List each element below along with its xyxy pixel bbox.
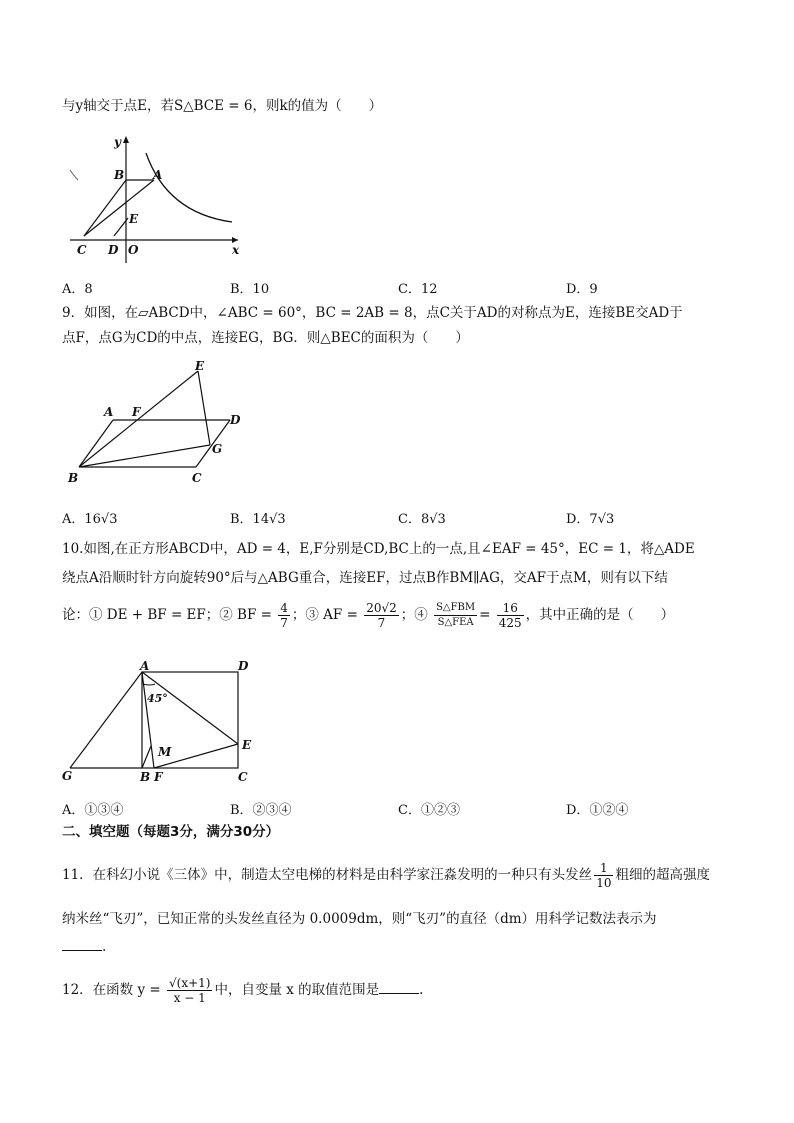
q10-label-B: B <box>140 770 151 784</box>
q9-label-F: F <box>132 405 141 419</box>
q9-label-C: C <box>192 471 202 485</box>
q10-label-angle: 45° <box>147 692 168 705</box>
q8-fig-line <box>70 170 78 180</box>
q12-period: . <box>419 982 424 998</box>
q12-frac <box>167 976 212 1005</box>
q12-line <box>62 972 423 1008</box>
q8-option-d: D．9 <box>566 282 598 297</box>
q8-label-D: D <box>108 243 119 257</box>
q10-option-b: B．②③④ <box>230 803 292 818</box>
q9-label-G: G <box>212 442 223 456</box>
q8-question-tail: 与y轴交于点E，若S△BCE = 6，则k的值为（ ） <box>62 98 383 114</box>
q8-figure <box>62 128 262 268</box>
q10-frac-ratio-num: 16 <box>497 601 524 616</box>
q8-fig-line <box>146 153 232 222</box>
q11-line-1 <box>62 858 710 892</box>
q8-option-b: B．10 <box>230 282 270 297</box>
q11-start: 11．在科幻小说《三体》中，制造太空电梯的材料是由科学家汪淼发明的一种只有头发丝 <box>62 867 593 883</box>
q8-option-a: A．8 <box>62 282 93 297</box>
q9-figure <box>62 358 262 490</box>
q10-label-M: M <box>158 745 172 759</box>
q11-frac-num: 1 <box>594 861 613 876</box>
q8-label-B: B <box>114 168 125 182</box>
q11-frac <box>594 861 613 890</box>
q9-label-B: B <box>68 471 79 485</box>
q9-label-D: D <box>230 413 241 427</box>
q9-label-E: E <box>195 359 205 373</box>
q8-label-C: C <box>77 243 87 257</box>
q10-conclusion-3: ；③ AF = <box>291 607 358 623</box>
q10-fig-line <box>142 746 151 768</box>
q11-line-2: 纳米丝“飞刃”，已知正常的头发丝直径为 0.0009dm，则“飞刃”的直径（dm）用科学记数法表示为 <box>62 911 657 927</box>
q10-fig-line <box>143 684 155 685</box>
q11-line-3 <box>62 938 106 956</box>
q12-answer-blank[interactable] <box>379 981 419 994</box>
q12-frac-den: x − 1 <box>173 991 206 1005</box>
q8-label-y: y <box>114 135 121 149</box>
q10-conclusions-end: ，其中正确的是（ ） <box>525 607 675 623</box>
q10-option-d: D．①②④ <box>566 803 629 818</box>
q10-frac-af <box>364 601 399 630</box>
q10-frac-af-den: 7 <box>377 616 386 630</box>
q10-fig-line <box>142 672 238 768</box>
q10-option-c: C．①②③ <box>398 803 460 818</box>
q8-label-x: x <box>232 243 240 257</box>
q10-fig-line <box>142 672 238 744</box>
q8-option-c: C．12 <box>398 282 438 297</box>
q10-frac-ratio <box>497 601 524 630</box>
q11-frac-den: 10 <box>596 876 612 890</box>
q10-frac-area-num: S△FBM <box>434 601 477 616</box>
q10-conclusions <box>62 598 674 632</box>
q10-line-2: 绕点A沿顺时针方向旋转90°后与△ABG重合，连接EF，过点B作BM∥AG，交AF于点M，则有以下结 <box>62 570 668 586</box>
q8-label-A: A <box>153 168 163 182</box>
q12-frac-num: √(x+1) <box>169 976 211 990</box>
q11-end: 粗细的超高强度 <box>615 867 710 883</box>
q9-option-d: D．7√3 <box>566 512 615 527</box>
q9-option-b: B．14√3 <box>230 512 286 527</box>
section-heading: 二、填空题（每题3分，满分30分） <box>62 824 280 840</box>
q9-line-1: 9．如图，在▱ABCD中，∠ABC = 60°，BC = 2AB = 8，点C关于AD的对称点为E，连接BE交AD于 <box>62 305 683 321</box>
q10-conclusions-start: 论：① DE + BF = EF；② BF = <box>62 607 272 623</box>
q10-label-A: A <box>140 659 150 673</box>
q10-frac-area <box>434 601 477 630</box>
q10-label-F: F <box>154 770 163 784</box>
q9-fig-line <box>198 371 210 445</box>
q10-conclusion-4: ；④ <box>400 607 428 623</box>
q11-answer-blank[interactable] <box>62 938 102 951</box>
q10-label-E: E <box>242 738 252 752</box>
q9-fig-line <box>79 371 198 467</box>
q8-label-O: O <box>128 243 139 257</box>
q10-frac-area-den: S△FEA <box>437 617 474 628</box>
q9-fig-line <box>79 445 210 467</box>
q9-line-2: 点F，点G为CD的中点，连接EG，BG．则△BEC的面积为（ ） <box>62 330 469 346</box>
q10-equals: = <box>479 607 491 623</box>
q10-frac-bf <box>278 601 290 630</box>
q10-frac-bf-den: 7 <box>280 616 288 630</box>
q10-fig-line <box>70 672 142 768</box>
q10-label-G: G <box>62 769 73 783</box>
q10-option-a: A．①③④ <box>62 803 124 818</box>
q8-label-E: E <box>129 212 139 226</box>
q10-frac-ratio-den: 425 <box>498 616 522 630</box>
q10-figure <box>58 654 268 786</box>
q9-option-a: A．16√3 <box>62 512 118 527</box>
q10-frac-bf-num: 4 <box>280 601 288 615</box>
q10-label-C: C <box>238 770 248 784</box>
q10-label-D: D <box>238 659 249 673</box>
q12-start: 12．在函数 y = <box>62 982 161 998</box>
q10-line-1: 10.如图,在正方形ABCD中，AD = 4，E,F分别是CD,BC上的一点,且∠EAF = 45°，EC = 1，将△ADE <box>62 541 695 557</box>
q11-period: . <box>102 939 107 955</box>
q9-option-c: C．8√3 <box>398 512 446 527</box>
q12-end: 中，自变量 x 的取值范围是 <box>214 982 380 998</box>
q9-label-A: A <box>104 405 114 419</box>
q10-frac-af-num: 20√2 <box>366 601 397 615</box>
q8-fig-line <box>123 136 129 143</box>
